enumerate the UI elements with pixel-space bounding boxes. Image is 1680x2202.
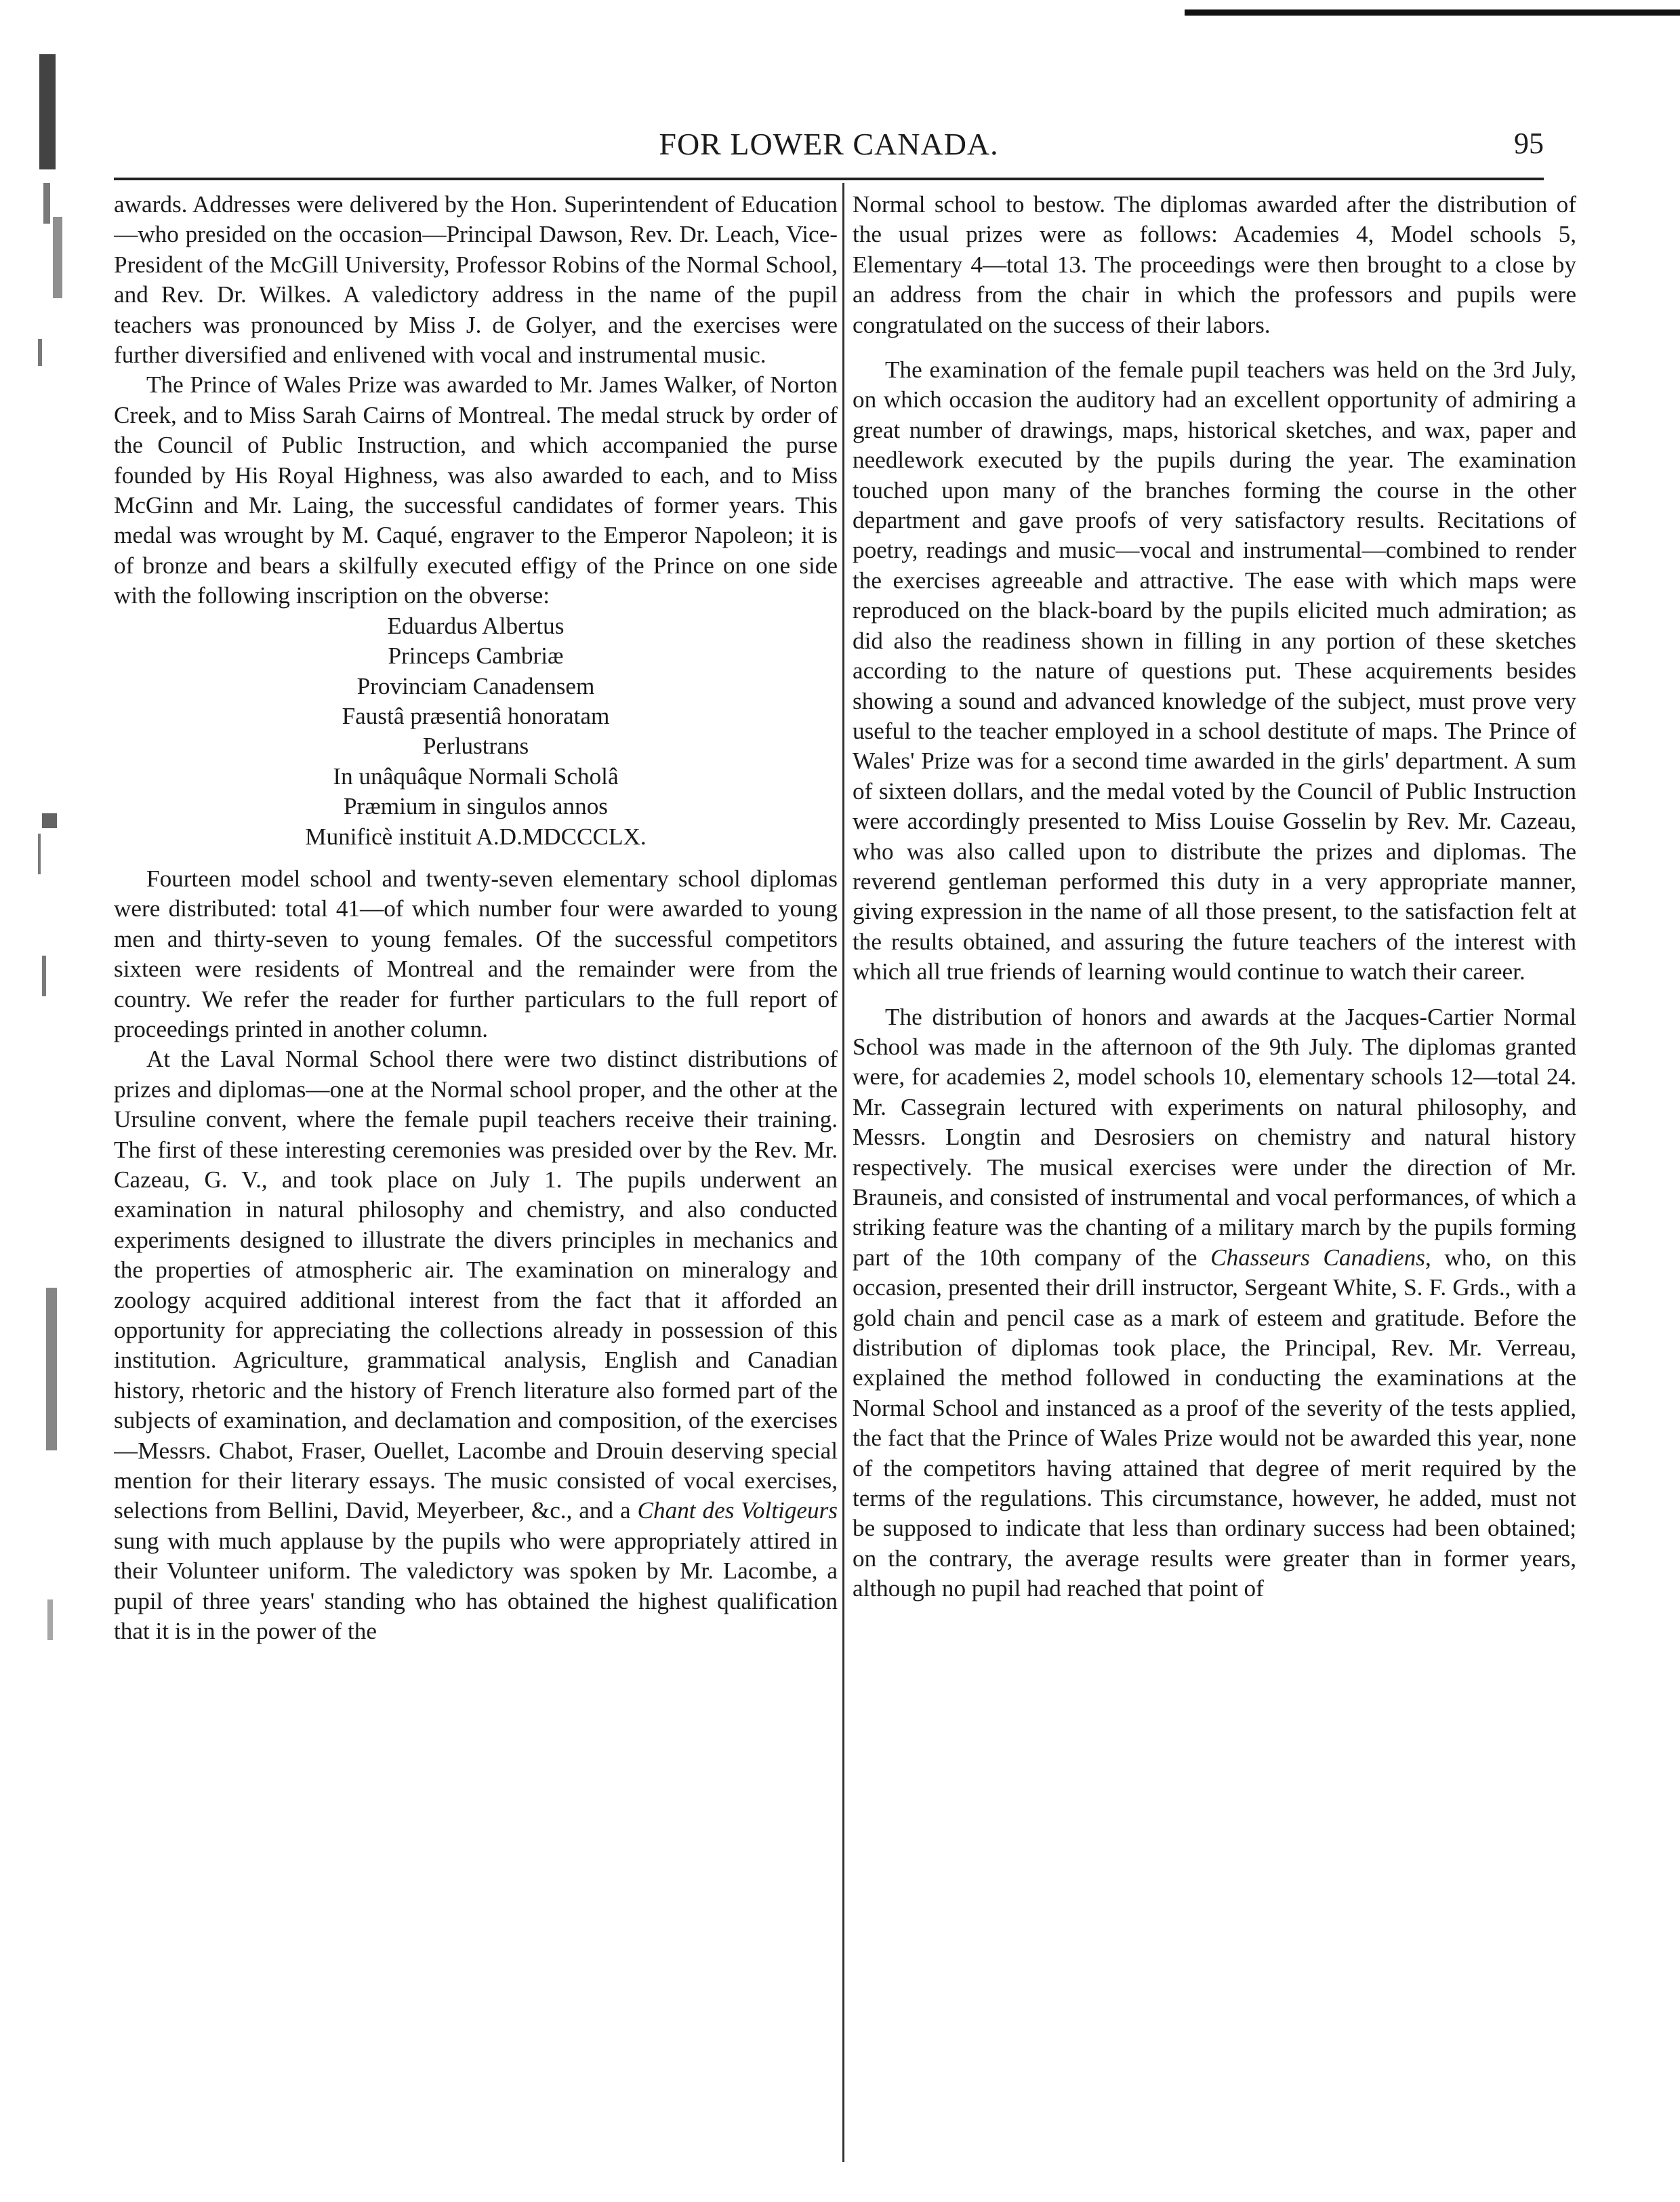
top-edge-rule xyxy=(1185,9,1680,16)
inscription-line: Præmium in singulos annos xyxy=(343,793,609,820)
left-paragraph-4-part-b: sung with much applause by the pupils who were appropriately attired in their Volunteer uniform. The valedictory was spoken by Mr. Lacombe, a pupil of three years' standing who has obtained the highest qualification that it is in the power of the xyxy=(114,1527,838,1645)
inscription-line: Princeps Cambriæ xyxy=(388,643,564,670)
inscription-line: Perlustrans xyxy=(422,733,529,760)
right-paragraph-3 xyxy=(853,1002,1576,1604)
running-head: FOR LOWER CANADA. xyxy=(659,127,999,161)
chant-des-voltigeurs-title: Chant des Voltigeurs xyxy=(637,1497,838,1524)
right-paragraph-3-part-a: The distribution of honors and awards at the Jacques-Cartier Normal School was made in the afternoon of the 9th July. The diplomas granted were, for academies 2, model schools 10, elementary schools 12—total 24. Mr. Cassegrain lectured with experiments on natural philosophy, and Messrs. Longtin and Desrosiers on chemistry and natural history respectively. The musical exercises were under the direction of Mr. Brauneis, and consisted of instrumental and vocal performances, of which a striking feature was the chanting of a military march by the pupils forming part of the 10th company of the xyxy=(853,1003,1576,1271)
left-paragraph-2: The Prince of Wales Prize was awarded to Mr. James Walker, of Norton Creek, and to Miss Sarah Cairns of Montreal. The medal struck by order of the Council of Public Instruction, and which accompanied the purse founded by His Royal Highness, was also awarded to each, and to Miss McGinn and Mr. Laing, the successful candidates of former years. This medal was wrought by M. Caqué, engraver to the Emperor Napoleon; it is of bronze and bears a skilfully executed effigy of the Prince on one side with the following inscription on the obverse: xyxy=(114,371,838,609)
inscription-line: Eduardus Albertus xyxy=(387,612,565,639)
inscription-line: Faustâ præsentiâ honoratam xyxy=(342,702,610,729)
page-header xyxy=(114,126,1544,180)
inscription-line: In unâquâque Normali Scholâ xyxy=(333,762,619,790)
right-paragraph-2: The examination of the female pupil teachers was held on the 3rd July, on which occasion the auditory had an excellent opportunity of admiring a great number of drawings, maps, historical sketches, and wax, paper and needlework executed by the pupils during the year. The examination touched upon many of the branches forming the course in the other department and gave proofs of very satisfactory results. Recitations of poetry, readings and music—vocal and instrumental—combined to render the exercises agreeable and attractive. The ease with which maps were reproduced on the black-board by the pupils elicited much admiration; as did also the readiness shown in filling in any portion of these sketches according to the nature of questions put. These acquirements besides showing a sound and advanced knowledge of the subject, must prove very useful to the teacher employed in a school destitute of maps. The Prince of Wales' Prize was for a second time awarded in the girls' department. A sum of sixteen dollars, and the medal voted by the Council of Public Instruction were accordingly presented to Miss Louise Gosselin by Rev. Mr. Cazeau, who was also called upon to distribute the prizes and diplomas. The reverend gentleman performed this duty in a very appropriate manner, giving expression in the name of all those present, to the satisfaction felt at the results obtained, and assuring the future teachers of the interest with which all true friends of learning would continue to watch their career. xyxy=(853,356,1576,985)
left-paragraph-1: awards. Addresses were delivered by the Hon. Superintendent of Education—who presided on the occasion—Principal Dawson, Rev. Dr. Leach, Vice-President of the McGill University, Professor Robins of the Normal School, and Rev. Dr. Wilkes. A valedictory address in the name of the pupil teachers was pronounced by Miss J. de Golyer, and the exercises were further diversified and enlivened with vocal and instrumental music. xyxy=(114,191,838,369)
inscription-line: Provinciam Canadensem xyxy=(356,672,595,699)
medal-inscription xyxy=(114,611,838,852)
left-paragraph-4-part-a: At the Laval Normal School there were two distinct distributions of prizes and diplomas—one at the Normal school proper, and the other at the Ursuline convent, where the female pupil teachers receive their training. The first of these interesting ceremonies was presided over by the Rev. Mr. Cazeau, G. V., and took place on July 1. The pupils underwent an examination in natural philosophy and chemistry, and also conducted experiments designed to illustrate the divers principles in mechanics and the properties of atmospheric air. The examination on mineralogy and zoology acquired additional interest from the fact that it afforded an opportunity for appreciating the collections already in possession of this institution. Agriculture, grammatical analysis, English and Canadian history, rhetoric and the history of French literature also formed part of the subjects of examination, and declamation and composition, of the exercises—Messrs. Chabot, Fraser, Ouellet, Lacombe and Drouin deserving special mention for their literary essays. The music consisted of vocal exercises, selections from Bellini, David, Meyerbeer, &c., and a xyxy=(114,1046,838,1524)
right-paragraph-1: Normal school to bestow. The diplomas awarded after the distribution of the usual prizes were as follows: Academies 4, Model schools 5, Elementary 4—total 13. The proceedings were then brought to a close by an address from the chair in which the professors and pupils were congratulated on the success of their labors. xyxy=(853,191,1576,338)
right-paragraph-3-part-b: , who, on this occasion, presented their drill instructor, Sergeant White, S. F. Grds., with a gold chain and pencil case as a mark of esteem and gratitude. Before the distribution of diplomas took place, the Principal, Rev. Mr. Verreau, explained the method followed in conducting the examinations at the Normal School and instanced as a proof of the severity of the tests applied, the fact that the Prince of Wales Prize would not be awarded this year, none of the competitors having attained that degree of merit required by the terms of the regulations. This circumstance, however, he added, must not be supposed to indicate that less than ordinary success had been obtained; on the contrary, the average results were greater than in former years, although no pupil had reached that point of xyxy=(853,1244,1576,1602)
inscription-line: Munificè instituit A.D.MDCCCLX. xyxy=(305,823,647,850)
scan-margin-artifacts xyxy=(33,54,73,1613)
left-paragraph-3: Fourteen model school and twenty-seven elementary school diplomas were distributed: total 41—of which number four were awarded to young men and thirty-seven to young females. Of the successful competitors sixteen were residents of Montreal and the remainder were from the country. We refer the reader for further particulars to the full report of proceedings printed in another column. xyxy=(114,865,838,1042)
right-column xyxy=(853,190,1576,2176)
column-divider xyxy=(842,183,844,2162)
header-rule xyxy=(114,178,1544,180)
left-column xyxy=(114,190,838,2176)
left-paragraph-4 xyxy=(114,1044,838,1646)
page-number: 95 xyxy=(1514,127,1544,160)
chasseurs-canadiens-name: Chasseurs Canadiens xyxy=(1210,1244,1425,1271)
